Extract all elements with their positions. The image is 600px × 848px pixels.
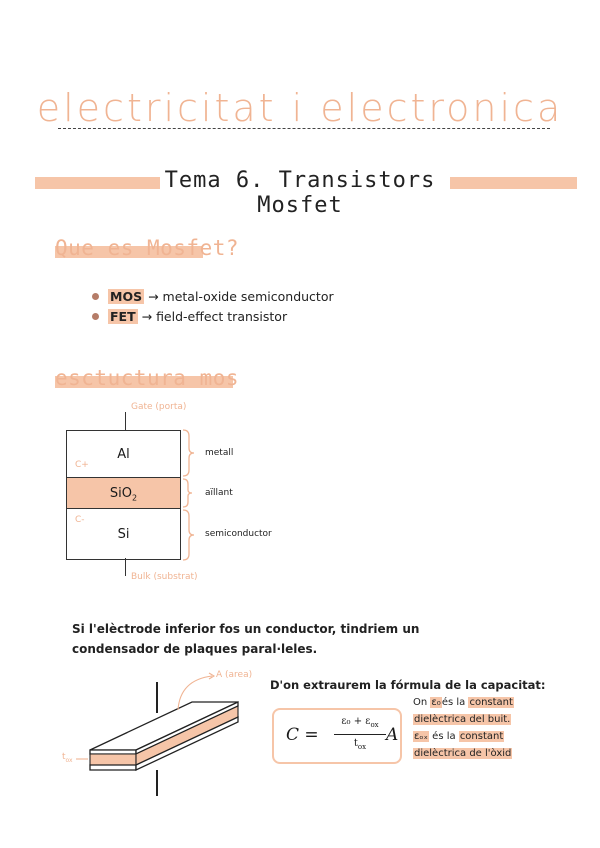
- arrow-glyph: →: [141, 309, 153, 324]
- gate-label: Gate (porta): [131, 402, 187, 412]
- highlight-term: constant: [469, 697, 513, 708]
- numerator-subscript: ox: [370, 721, 379, 729]
- thickness-subscript: ox: [65, 756, 73, 764]
- note-line: [413, 694, 514, 711]
- layer-description: semiconductor: [205, 529, 272, 539]
- note-line: [413, 728, 504, 745]
- gate-terminal-line: [125, 412, 126, 430]
- bulk-terminal-line: [125, 558, 126, 576]
- brace-metal-icon: [183, 430, 194, 476]
- note-text: és la: [441, 697, 466, 708]
- note-line: [413, 745, 512, 762]
- layer-label: Si: [117, 527, 130, 542]
- note-text: On: [413, 697, 428, 708]
- bullet-text: field-effect transistor: [156, 309, 288, 324]
- charge-plus-label: C+: [75, 460, 89, 470]
- charge-minus-label: C-: [75, 515, 85, 525]
- layer-label: SiO: [109, 486, 132, 501]
- bullet-text: metal-oxide semiconductor: [162, 289, 334, 304]
- list-item: [92, 309, 287, 324]
- formula-lhs: C =: [286, 725, 319, 745]
- layer-braces: [181, 428, 205, 562]
- page-title: electricitat i electronica: [36, 86, 564, 130]
- symbol-epsilon-zero: ε₀: [431, 697, 441, 708]
- formula-intro: D'on extraurem la fórmula de la capacitat:: [270, 678, 546, 692]
- top-plate-front: [90, 750, 136, 754]
- highlight-term: constant: [459, 731, 504, 742]
- layer-description: aïllant: [205, 488, 233, 498]
- formula-rhs: A: [386, 725, 399, 745]
- fraction-bar: [334, 734, 386, 735]
- body-paragraph: Si l'elèctrode inferior fos un conductor, tindriem un condensador de plaques paral·leles.: [72, 622, 420, 656]
- thickness-label: [62, 752, 73, 764]
- denominator-text: t: [353, 738, 358, 749]
- denominator-subscript: ox: [357, 743, 367, 751]
- capacitor-diagram: [60, 668, 260, 800]
- arrow-glyph: →: [148, 289, 159, 304]
- dielectric-front: [90, 754, 136, 765]
- layer-label-subscript: 2: [132, 493, 138, 503]
- page-subtitle: Tema 6. Transistors Mosfet: [164, 168, 436, 218]
- bullet-term: MOS: [110, 289, 143, 304]
- area-label: A (area): [216, 670, 253, 680]
- layer-label: Al: [117, 447, 130, 462]
- bulk-label: Bulk (substrat): [131, 572, 198, 582]
- brace-semiconductor-icon: [183, 510, 194, 560]
- title-strikethrough-line: [58, 128, 550, 129]
- bullet-dot-icon: [92, 293, 99, 300]
- layer-metal: [66, 430, 181, 478]
- highlight-term: dielèctrica de l'òxid: [414, 748, 512, 759]
- list-item: [92, 289, 334, 304]
- brace-oxide-icon: [183, 479, 192, 507]
- formula-denominator: [334, 738, 386, 751]
- numerator-text: ε₀ + ε: [341, 716, 371, 727]
- section-heading-text: esctuctura mos: [55, 366, 240, 390]
- note-text: és la: [432, 731, 456, 742]
- bullet-term: FET: [110, 309, 136, 324]
- layer-description: metall: [205, 448, 234, 458]
- formula-box: [272, 708, 402, 764]
- symbol-epsilon-ox: εₒₓ: [414, 731, 428, 742]
- section-heading-text: Que es Mosfet?: [55, 236, 240, 260]
- subtitle-band-left: [35, 177, 160, 189]
- layer-oxide: [66, 477, 181, 509]
- subtitle-band-right: [450, 177, 577, 189]
- thickness-symbol: t: [62, 752, 66, 762]
- note-line: [413, 711, 511, 728]
- highlight-term: dielèctrica del buit.: [414, 714, 511, 725]
- formula-numerator: [334, 716, 386, 729]
- bottom-plate-front: [90, 765, 136, 770]
- bullet-dot-icon: [92, 313, 99, 320]
- section-heading-estructura: [55, 366, 239, 390]
- section-heading-mosfet: [55, 236, 239, 260]
